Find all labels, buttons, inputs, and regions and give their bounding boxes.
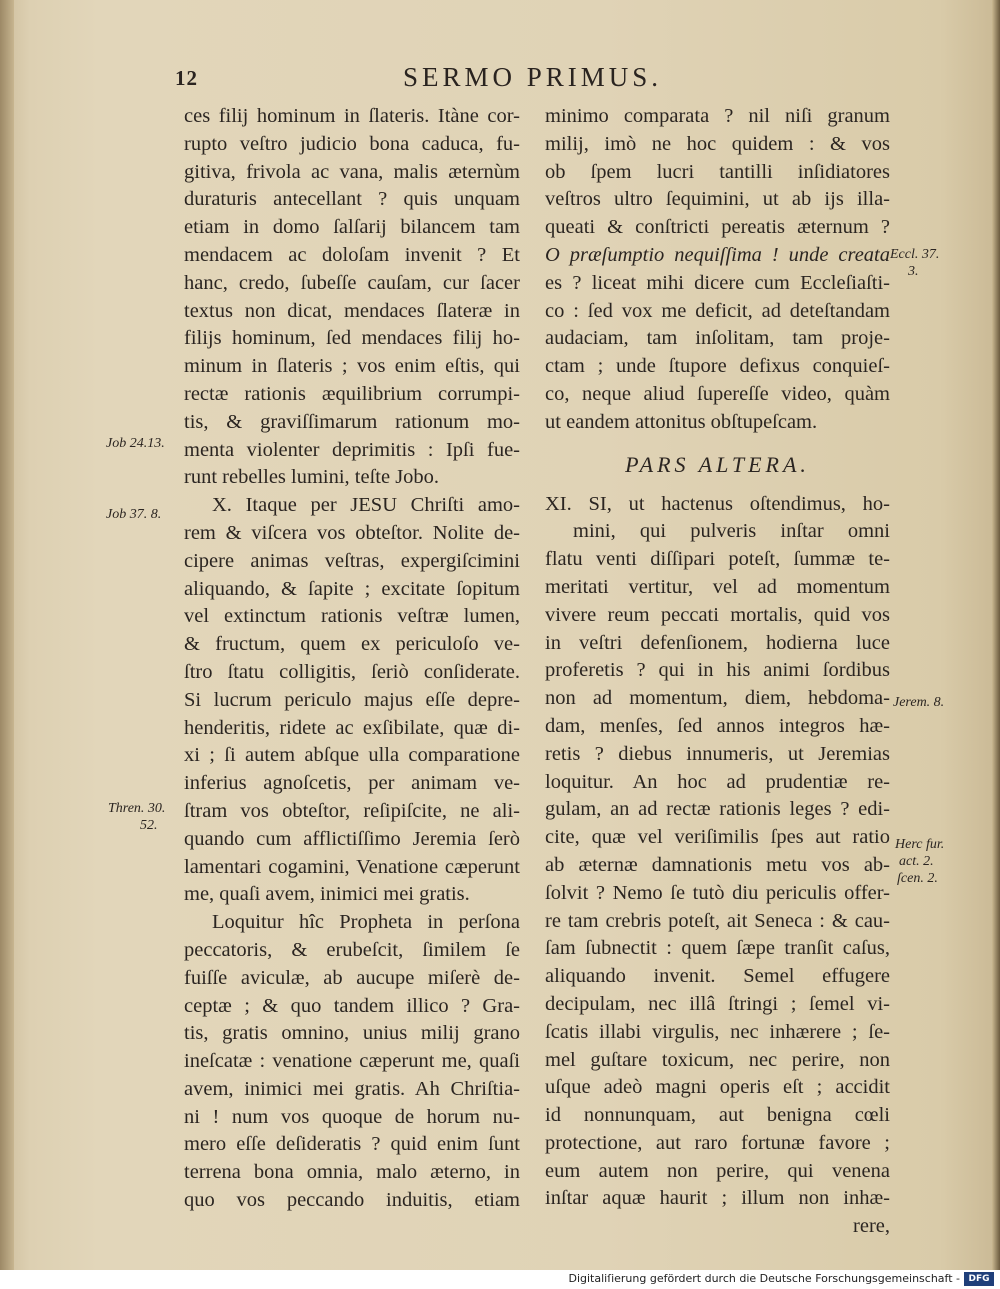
margin-note-eccl-line: 3. [908,264,919,279]
dfg-logo: DFG [964,1272,994,1286]
text-line: co, neque aliud ſupereſſe video, quàm [545,382,890,405]
text-line: flatu venti diſſipari poteſt, ſummæ te- [545,548,890,571]
text-line: lamentari cogamini, Venatione cæperunt [184,855,520,878]
running-title: SERMO PRIMUS. [403,62,663,92]
left-column [184,103,520,1215]
text-line: ſcatis illabi virgulis, nec inhærere ; ſe- [545,1020,890,1043]
text-line: etiam in domo ſalſarij bilancem tam [184,216,520,239]
text-line: co : ſed vox me deficit, ad deteſtandam [545,299,890,322]
margin-note-herc [895,836,944,887]
margin-note-thren [108,800,165,834]
margin-note-thren-line: 52. [140,818,158,833]
text-line: avem, inimici mei gratis. Ah Chriſtia- [184,1077,520,1100]
text-line: inſtar aquæ haurit ; illum non inhæ- [545,1187,890,1210]
paragraph-start-line: Loquitur hîc Propheta in perſona [212,911,520,934]
text-line: tis, & graviſſimarum rationum mo- [184,410,520,433]
text-line: re tam crebris poteſt, ait Seneca : & cau- [545,909,890,932]
text-line: es ? liceat mihi dicere cum Eccleſiaſti- [545,271,890,294]
text-line: ſam ſubnectit : quem ſæpe tranſit caſus, [545,937,890,960]
text-line: mel guſtare toxicum, nec perire, non [545,1048,890,1071]
text-line: decipulam, nec illâ ſtringi ; ſemel vi- [545,992,890,1015]
text-line: mero eſſe deſideratis ? quid enim ſunt [184,1133,520,1156]
footer-credit: Digitaliſierung gefördert durch die Deutsche Forschungsgemeinschaft - [568,1272,960,1285]
text-line: me, quaſi avem, inimici mei gratis. [184,883,470,906]
text-line: audaciam, tam inſolitam, tam proje- [545,327,890,350]
text-line: meritati vertitur, vel ad momentum [545,575,890,598]
text-line: ni ! num vos quoque de horum nu- [184,1105,520,1128]
text-line: ces filij hominum in ſlateris. Itàne cor- [184,105,520,127]
text-line: ctam ; unde ſtupore defixus conquieſ- [545,355,890,378]
margin-note-thren-line: Thren. 30. [108,801,166,816]
text-line: in veſtri defenſionem, hodierna luce [545,631,890,654]
text-line: rupto veſtro judicio bona caduca, fu- [184,132,520,155]
margin-note-herc-line: ſcen. 2. [897,871,938,886]
text-line: menta violenter deprimitis : Ipſi fue- [184,438,520,461]
text-line: rectæ rationis æquilibrium corrumpi- [184,382,520,405]
text-line: cipere animas veſtras, expergiſcimini [184,549,520,572]
text-line: aliquando, & ſapite ; excitate ſopitum [184,577,520,600]
text-line: tis, gratis omnino, unius milij grano [184,1022,520,1045]
section-heading: PARS ALTERA. [625,451,810,477]
text-line: gitiva, frivola ac vana, malis æternùm [184,160,520,183]
text-line: hanc, credo, ſubeſſe cauſam, cur ſacer [184,271,520,294]
text-line: dam, menſes, ſed annos integros hæ- [545,714,890,737]
text-line: loquitur. An hoc ad prudentiæ re- [545,770,890,793]
margin-note-eccl-line: Eccl. 37. [890,247,940,262]
margin-note-herc-line: act. 2. [899,854,934,869]
text-line: fuiſſe aviculæ, ab aucupe miſerè de- [184,966,520,989]
text-line: quo vos peccando induitis, etiam [184,1189,520,1212]
margin-note-eccl [890,246,939,280]
text-line: ineſcatæ : venatione cæperunt me, quaſi [184,1050,520,1073]
text-line: gulam, an ad rectæ rationis leges ? edi- [545,798,890,821]
text-line: queati & conſtricti pereatis æternum ? [545,216,890,239]
page-binding-edge [0,0,14,1270]
text-line: ceptæ ; & quo tandem illico ? Gra- [184,994,520,1017]
text-line: inferius agnoſcetis, per animam ve- [184,772,520,795]
text-line: minimo comparata ? nil niſi granum [545,105,890,127]
text-line: milij, imò ne hoc quidem : & vos [545,132,890,155]
text-line: mendacem ac doloſam invenit ? Et [184,243,520,266]
margin-note-job-37: Job 37. 8. [106,507,162,522]
right-column [545,103,890,1241]
page-number: 12 [175,66,198,90]
text-line: retis ? diebus innumeris, ut Jeremias [545,742,890,765]
text-line: vel extinctum rationis veſtræ lumen, [184,605,520,628]
text-line: filijs hominum, ſed mendaces filij ho- [184,327,520,350]
margin-note-jerem: Jerem. 8. [893,695,945,710]
margin-note-job-24: Job 24.13. [106,436,165,451]
text-line: peccatoris, & erubeſcit, ſimilem ſe [184,938,520,961]
margin-note-herc-line: Herc fur. [895,837,945,852]
text-line: vivere reum peccati mortalis, quid vos [545,603,890,626]
text-line: terrena bona omnia, malo æterno, in [184,1161,520,1184]
page-outer-edge [992,0,1000,1270]
text-line: ſtro ſtatu colligitis, ſeriò conſiderate. [184,660,520,683]
text-line: runt rebelles lumini, teſte Jobo. [184,466,440,489]
text-line: eum autem non perire, qui venena [545,1159,890,1182]
text-line: non ad momentum, diem, hebdoma- [545,687,890,710]
footer-bar [0,1270,1000,1289]
text-line: protectione, aut raro fortunæ favore ; [545,1131,890,1154]
catchword: rere, [853,1215,890,1238]
text-line: ſtram vos obteſtor, reſipiſcite, ne ali- [184,799,520,822]
text-line: henderitis, ridete ac exſibilate, quæ di- [184,716,520,739]
text-line: minum in ſlateris ; vos enim eſtis, qui [184,355,520,378]
text-line: ſolvit ? Nemo ſe tutò diu periculis offer- [545,881,890,904]
text-line: ob ſpem lucri tantilli inſidiatores [545,160,890,183]
text-line: quando cum afflictiſſimo Jeremia ſerò [184,827,520,850]
page-header [175,62,905,98]
text-line: ut eandem attonitus obſtupeſcam. [545,410,818,433]
text-line: cite, quæ vel veriſimilis ſpes aut ratio [545,826,890,849]
text-line: & fructum, quem ex periculoſo ve- [184,633,520,656]
text-line: textus non dicat, mendaces ſlateræ in [184,299,520,322]
paragraph-start-line: XI. SI, ut hactenus oſtendimus, ho- [545,492,890,515]
paragraph-start-line: X. Itaque per JESU Chriſti amo- [212,494,520,517]
text-line: xi ; ſi autem abſque ulla comparatione [184,744,520,767]
text-line: O præſumptio nequiſſima ! unde creata [545,243,890,266]
text-line: rem & viſcera vos obteſtor. Nolite de- [184,521,520,544]
text-line: id nonnunquam, aut benigna cœli [545,1104,890,1127]
text-line: proferetis ? qui in his animi ſordibus [545,659,890,682]
text-line: mini, qui pulveris inſtar omni [573,520,890,543]
text-line: aliquando invenit. Semel effugere [545,965,890,988]
text-line: ab æternæ damnationis metu vos ab- [545,853,890,876]
text-line: veſtros ultro ſequimini, ut ab ijs illa- [545,188,890,211]
text-line: Si lucrum periculo majus eſſe depre- [184,688,520,711]
text-line: duraturis antecellant ? quis unquam [184,188,520,211]
text-line: uſque adeò magni operis eſt ; accidit [545,1076,890,1099]
